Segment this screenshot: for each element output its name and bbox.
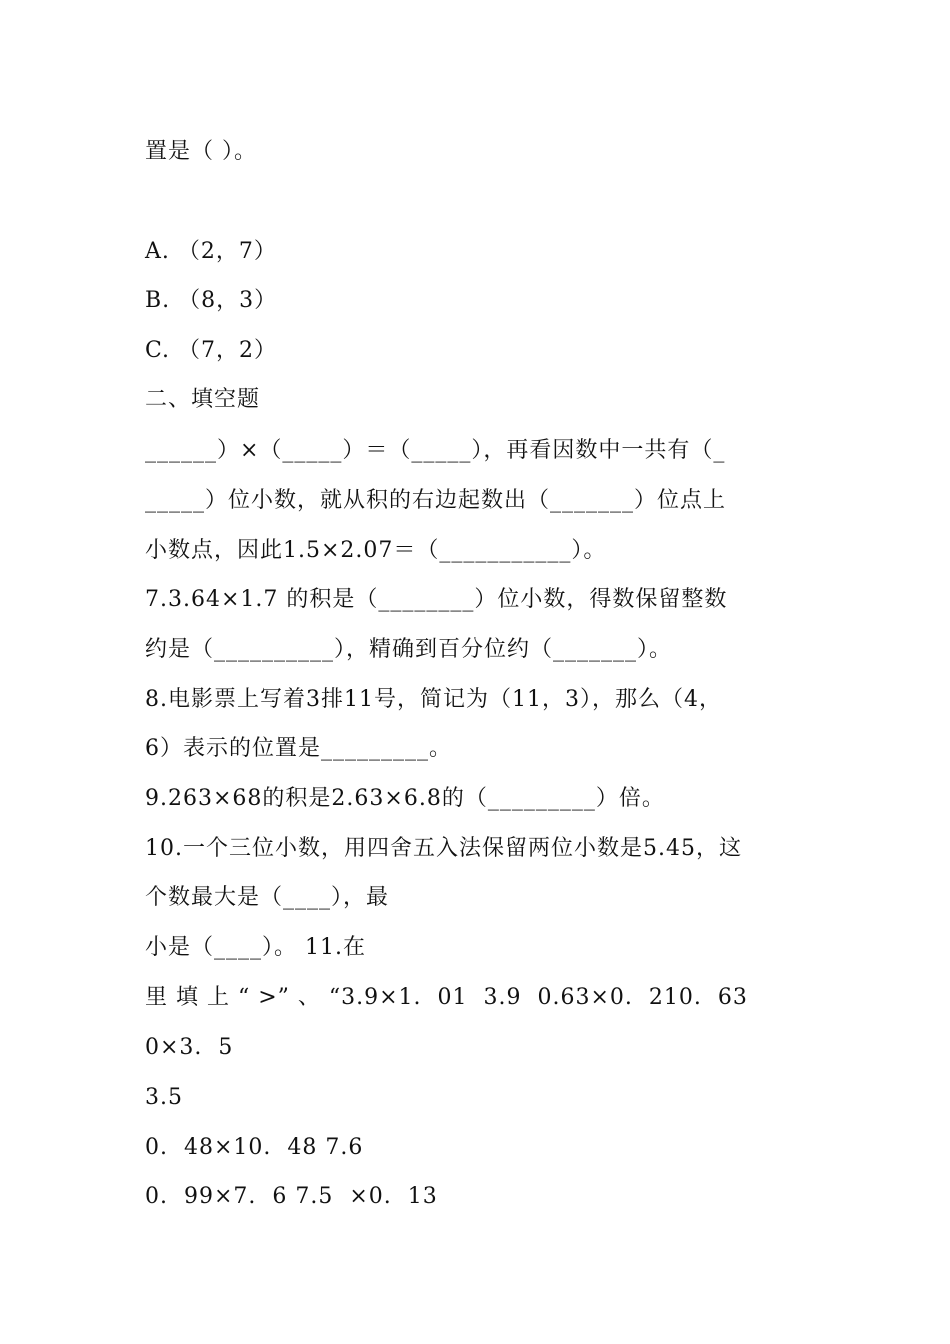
text-line: _____）位小数，就从积的右边起数出（_______）位点上 — [145, 488, 727, 513]
question-10: 10.一个三位小数，用四舍五入法保留两位小数是5.45，这 — [145, 836, 742, 861]
question-7: 7.3.64×1.7 的积是（________）位小数，得数保留整数 — [145, 587, 728, 612]
text-line: 约是（__________），精确到百分位约（_______）。 — [145, 637, 673, 662]
text-line: 个数最大是（____），最 — [145, 885, 390, 910]
text-line: 0. 99×7. 6 7.5 ×0. 13 — [145, 1184, 438, 1209]
option-a: A. （2，7） — [145, 239, 277, 264]
text-line: 里 填 上 “ >” 、 “3.9×1. 01 3.9 0.63×0. 210. 63 — [145, 985, 748, 1010]
option-c: C. （7，2） — [145, 338, 278, 363]
option-b: B. （8，3） — [145, 288, 278, 313]
question-tail-line: 置是（ ）。 — [145, 139, 257, 164]
text-line: ______）×（_____）＝（_____），再看因数中一共有（_ — [145, 438, 726, 463]
text-line: 3.5 — [145, 1085, 183, 1110]
text-line: 0. 48×10. 48 7.6 — [145, 1135, 364, 1160]
question-9: 9.263×68的积是2.63×6.8的（_________）倍。 — [145, 786, 665, 811]
text-line: 0×3. 5 — [145, 1035, 234, 1060]
question-11: 小是（____）。 11.在 — [145, 935, 366, 960]
text-line: 小数点，因此1.5×2.07＝（___________）。 — [145, 538, 607, 563]
question-8: 8.电影票上写着3排11号，简记为（11，3），那么（4， — [145, 687, 722, 712]
section-heading-fill-in: 二、填空题 — [145, 387, 261, 412]
text-line: 6）表示的位置是_________。 — [145, 736, 452, 761]
